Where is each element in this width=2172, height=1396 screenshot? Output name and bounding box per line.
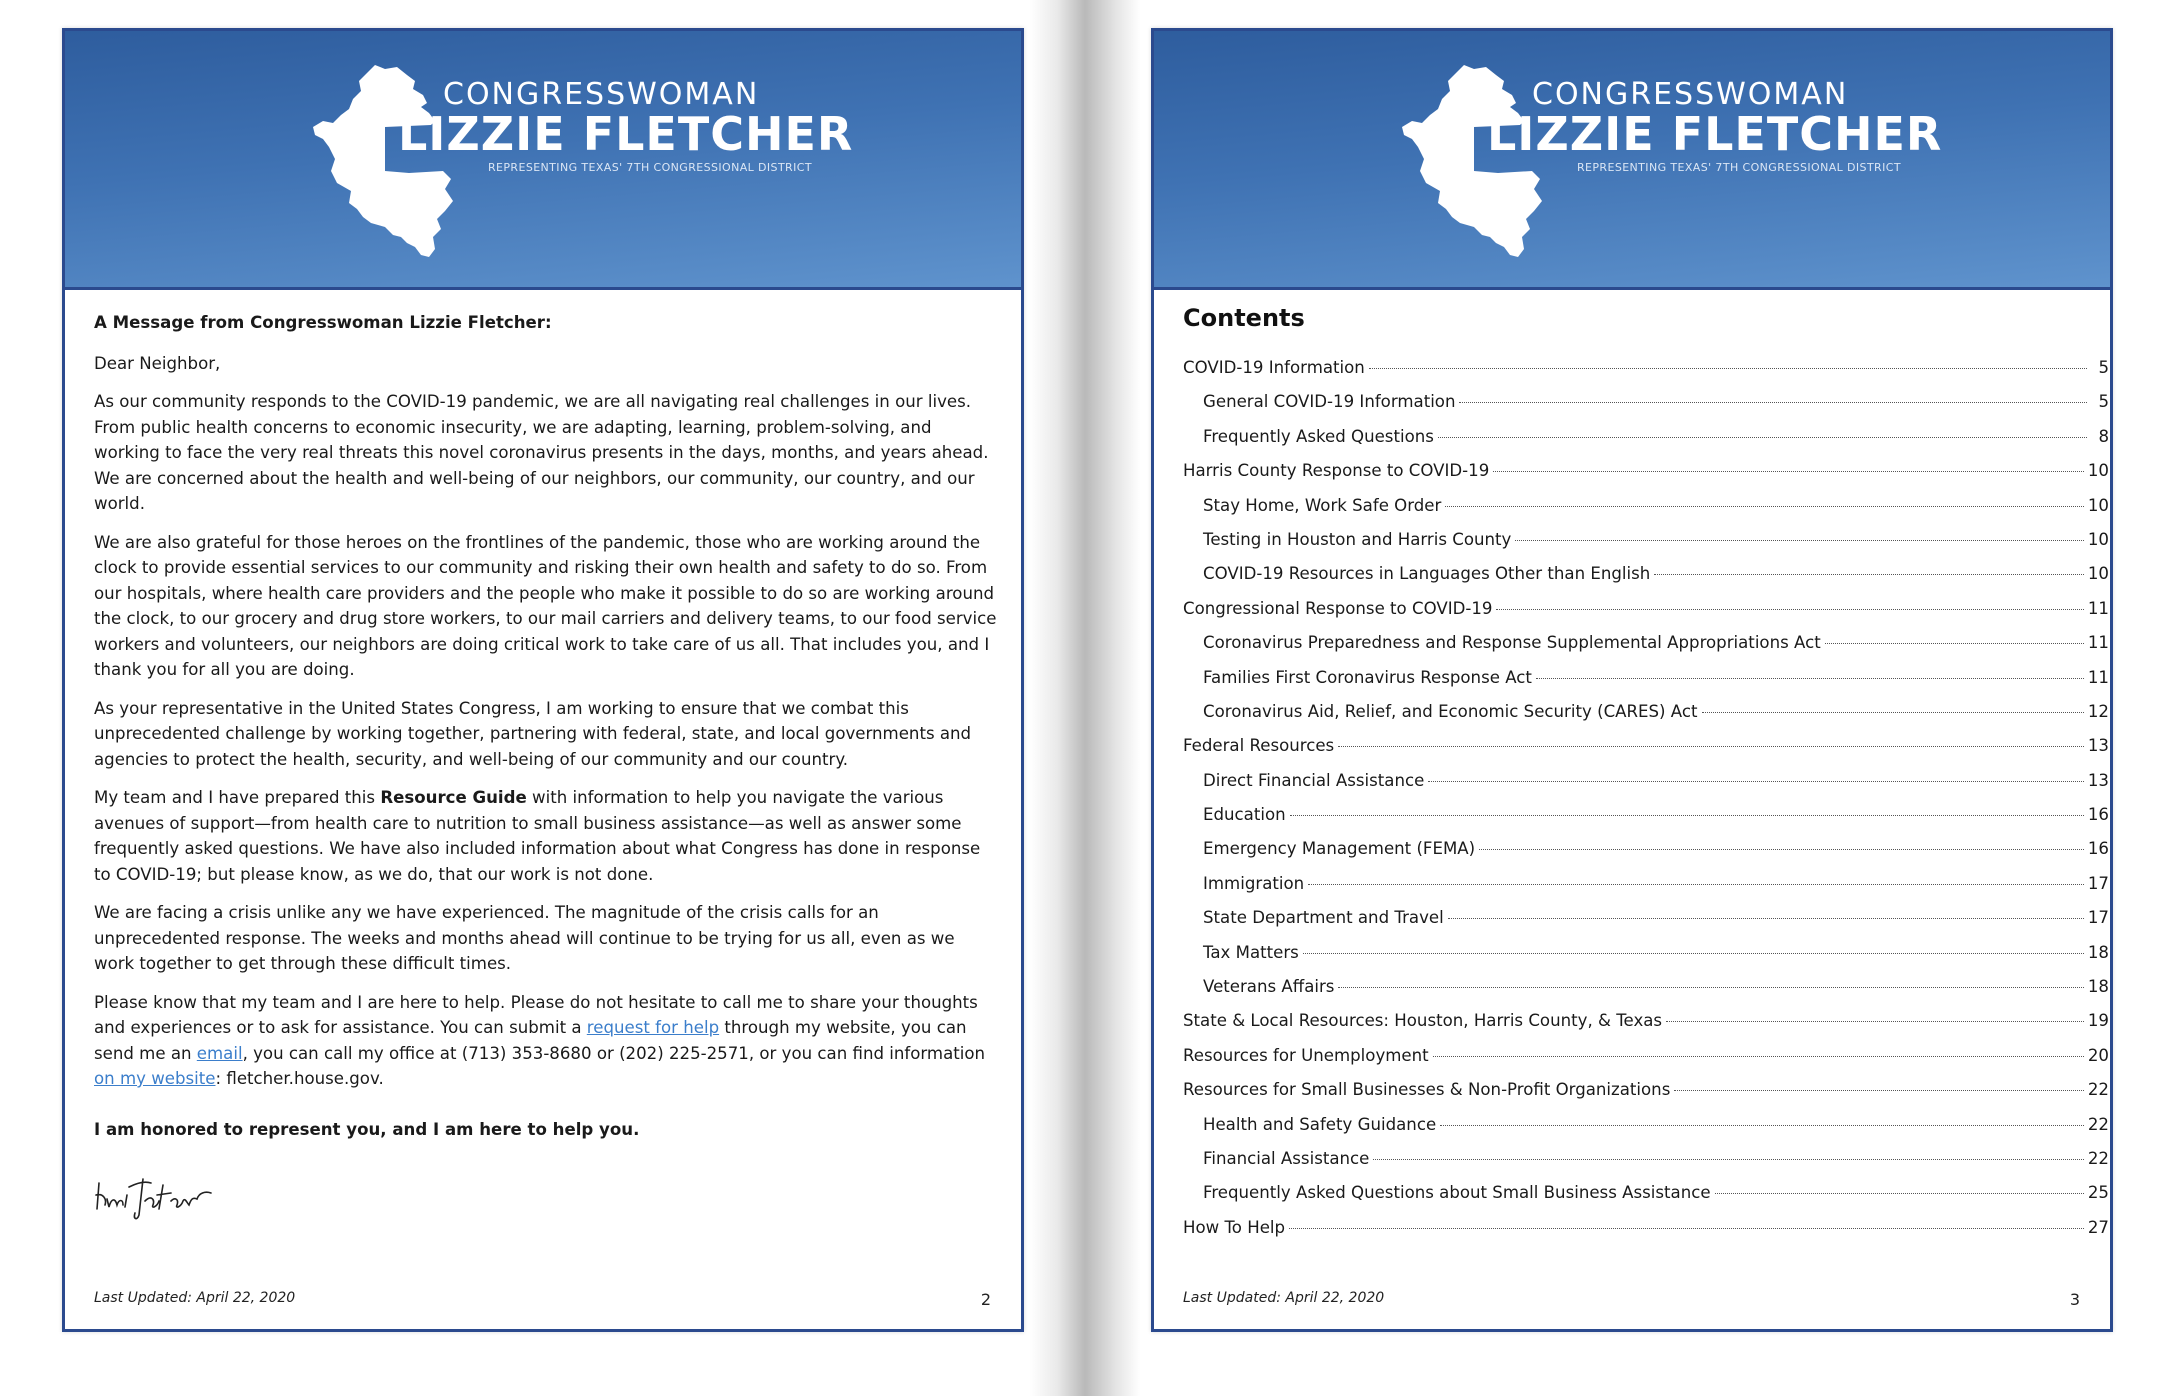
toc-leader-dots bbox=[1496, 609, 2083, 610]
toc-entry-page: 10 bbox=[2087, 529, 2109, 549]
logo-title: CONGRESSWOMAN bbox=[443, 77, 760, 112]
toc-leader-dots bbox=[1479, 849, 2084, 850]
toc-leader-dots bbox=[1448, 918, 2084, 919]
toc-entry-label: Health and Safety Guidance bbox=[1203, 1114, 1437, 1134]
toc-entry-page: 25 bbox=[2087, 1183, 2109, 1203]
toc-entry-label: Frequently Asked Questions about Small Business Assistance bbox=[1203, 1183, 1711, 1203]
toc-entry-page: 5 bbox=[2098, 358, 2109, 377]
toc-entry-page: 18 bbox=[2087, 942, 2109, 962]
toc-entry-label: Education bbox=[1203, 805, 1286, 825]
toc-entry-label: Immigration bbox=[1203, 873, 1305, 893]
toc-entry-page: 22 bbox=[2087, 1148, 2109, 1168]
toc-entry-page: 8 bbox=[2098, 426, 2109, 446]
page-contents bbox=[1151, 28, 2113, 1332]
toc-leader-dots bbox=[1438, 437, 2087, 438]
book-spine-shadow bbox=[1030, 0, 1140, 1396]
p6-text-c: , you can call my office at (713) 353-8680 or (202) 225-2571, or you can find information bbox=[242, 1043, 986, 1063]
toc-entry-page: 10 bbox=[2087, 495, 2109, 515]
toc-leader-dots bbox=[1674, 1090, 2084, 1091]
letter-paragraph-5: We are facing a crisis unlike any we have experienced. The magnitude of the crisis calls for an unprecedented response. The weeks and months ahead will continue to be trying for us all, even as we work together to get through these difficult times. bbox=[94, 903, 955, 973]
toc-entry-page: 10 bbox=[2087, 461, 2109, 481]
toc-entry-page: 22 bbox=[2087, 1114, 2109, 1134]
toc-entry-page: 11 bbox=[2087, 598, 2109, 618]
toc-leader-dots bbox=[1289, 1228, 2084, 1229]
logo-title: CONGRESSWOMAN bbox=[1532, 77, 1849, 112]
website-link[interactable]: on my website bbox=[94, 1069, 216, 1088]
toc-entry-page: 13 bbox=[2087, 736, 2109, 756]
toc-entry-page: 17 bbox=[2087, 873, 2109, 893]
toc-entry[interactable] bbox=[1183, 1046, 2109, 1080]
toc-entry-page: 20 bbox=[2087, 1045, 2109, 1065]
toc-entry[interactable] bbox=[1183, 908, 2109, 942]
toc-entry-label: Testing in Houston and Harris County bbox=[1203, 529, 1512, 549]
toc-entry-page: 5 bbox=[2098, 392, 2109, 412]
toc-entry-page: 18 bbox=[2087, 977, 2109, 997]
toc-entry[interactable] bbox=[1183, 599, 2109, 633]
toc-entry-label: Direct Financial Assistance bbox=[1203, 770, 1425, 790]
toc-entry[interactable] bbox=[1183, 1183, 2109, 1217]
toc-entry-label: Coronavirus Aid, Relief, and Economic Security (CARES) Act bbox=[1203, 701, 1698, 721]
toc-entry-page: 22 bbox=[2087, 1080, 2109, 1100]
toc-entry[interactable] bbox=[1183, 668, 2109, 702]
toc-leader-dots bbox=[1373, 1159, 2084, 1160]
toc-entry-label: Harris County Response to COVID-19 bbox=[1183, 461, 1490, 481]
toc-entry[interactable] bbox=[1183, 839, 2109, 873]
toc-entry-page: 13 bbox=[2087, 770, 2109, 790]
toc-entry[interactable] bbox=[1183, 633, 2109, 667]
toc-entry-label: Frequently Asked Questions bbox=[1203, 426, 1434, 446]
toc-entry[interactable] bbox=[1183, 1115, 2109, 1149]
contents-title: Contents bbox=[1183, 304, 1305, 332]
toc-entry-page: 16 bbox=[2087, 839, 2109, 859]
p4-text-a: My team and I have prepared this bbox=[94, 788, 381, 807]
footer-last-updated: Last Updated: April 22, 2020 bbox=[94, 1290, 296, 1306]
toc-entry-page: 11 bbox=[2087, 633, 2109, 653]
logo-subtitle: REPRESENTING TEXAS' 7TH CONGRESSIONAL DISTRICT bbox=[488, 161, 812, 174]
toc-entry-page: 16 bbox=[2087, 805, 2109, 825]
toc-entry-label: Congressional Response to COVID-19 bbox=[1183, 598, 1493, 618]
toc-entry-page: 10 bbox=[2087, 564, 2109, 584]
toc-leader-dots bbox=[1445, 506, 2084, 507]
request-for-help-link[interactable]: request for help bbox=[586, 1018, 720, 1037]
toc-leader-dots bbox=[1308, 884, 2084, 885]
toc-leader-dots bbox=[1459, 402, 2087, 403]
letter-paragraph-6 bbox=[94, 990, 999, 1092]
toc-entry-label: COVID-19 Resources in Languages Other than English bbox=[1203, 564, 1651, 584]
toc-entry-label: Financial Assistance bbox=[1203, 1148, 1370, 1168]
logo-name: LIZZIE FLETCHER bbox=[1487, 107, 1943, 161]
toc-leader-dots bbox=[1666, 1021, 2084, 1022]
logo-name: LIZZIE FLETCHER bbox=[398, 107, 854, 161]
toc-leader-dots bbox=[1440, 1125, 2084, 1126]
toc-entry[interactable] bbox=[1183, 1011, 2109, 1045]
toc-entry-page: 12 bbox=[2087, 701, 2109, 721]
p4-text-b: with information to help you navigate the various avenues of support—from health care to nutrition to small business assistance—as well as answer some frequently asked questions. We have also included information about what Congress has done in response to COVID-19; but please know, as we do, that our work is not done. bbox=[94, 788, 981, 884]
toc-leader-dots bbox=[1433, 1056, 2084, 1057]
toc-leader-dots bbox=[1825, 643, 2084, 644]
toc-entry[interactable] bbox=[1183, 874, 2109, 908]
toc-leader-dots bbox=[1536, 678, 2084, 679]
toc-entry[interactable] bbox=[1183, 392, 2109, 426]
toc-entry[interactable] bbox=[1183, 736, 2109, 770]
toc-entry-label: Veterans Affairs bbox=[1203, 977, 1335, 997]
toc-entry[interactable] bbox=[1183, 1218, 2109, 1252]
toc-entry-label: Federal Resources bbox=[1183, 736, 1335, 756]
p6-text-b: through my website, you can send me an bbox=[94, 1018, 967, 1063]
toc-entry-label: How To Help bbox=[1183, 1217, 1286, 1237]
toc-leader-dots bbox=[1654, 574, 2084, 575]
letter-salutation: Dear Neighbor, bbox=[94, 353, 221, 373]
toc-entry-label: Emergency Management (FEMA) bbox=[1203, 839, 1476, 859]
page-letter bbox=[62, 28, 1024, 1332]
p6-text-a: Please know that my team and I are here to help. Please do not hesitate to call me to share your thoughts and experiences or to ask for assistance. You can submit a bbox=[94, 992, 978, 1037]
toc-entry[interactable] bbox=[1183, 771, 2109, 805]
resource-guide-bold: Resource Guide bbox=[380, 788, 527, 807]
toc-entry[interactable] bbox=[1183, 461, 2109, 495]
toc-leader-dots bbox=[1338, 987, 2083, 988]
toc-entry-label: Resources for Small Businesses & Non-Profit Organizations bbox=[1183, 1080, 1671, 1100]
toc-leader-dots bbox=[1515, 540, 2083, 541]
toc-leader-dots bbox=[1715, 1193, 2084, 1194]
toc-entry[interactable] bbox=[1183, 943, 2109, 977]
toc-entry-page: 17 bbox=[2087, 908, 2109, 928]
toc-entry-label: Resources for Unemployment bbox=[1183, 1045, 1429, 1065]
p6-text-d: : fletcher.house.gov. bbox=[215, 1069, 384, 1088]
toc-leader-dots bbox=[1338, 746, 2084, 747]
toc-entry-label: State Department and Travel bbox=[1203, 908, 1444, 928]
signature-icon bbox=[93, 1165, 243, 1225]
logo-subtitle: REPRESENTING TEXAS' 7TH CONGRESSIONAL DISTRICT bbox=[1577, 161, 1901, 174]
toc-entry[interactable] bbox=[1183, 564, 2109, 598]
toc-entry-page: 11 bbox=[2087, 667, 2109, 687]
letter-closing: I am honored to represent you, and I am here to help you. bbox=[94, 1119, 640, 1139]
toc-entry[interactable] bbox=[1183, 805, 2109, 839]
toc-entry[interactable] bbox=[1183, 496, 2109, 530]
toc-entry[interactable] bbox=[1183, 1080, 2109, 1114]
toc-entry-label: State & Local Resources: Houston, Harris County, & Texas bbox=[1183, 1011, 1663, 1031]
letter-heading: A Message from Congresswoman Lizzie Fletcher: bbox=[94, 313, 552, 332]
page-number: 3 bbox=[2069, 1290, 2080, 1309]
toc-entry-label: Tax Matters bbox=[1203, 942, 1299, 962]
letter-paragraph-4 bbox=[94, 785, 999, 887]
header-banner bbox=[1154, 31, 2110, 290]
toc-leader-dots bbox=[1493, 471, 2084, 472]
toc-entry[interactable] bbox=[1183, 530, 2109, 564]
letter-paragraph-1: As our community responds to the COVID-19 pandemic, we are all navigating real challenges in our lives. From public health concerns to economic insecurity, we are adapting, learning, problem-solving, and working to face the very real threats this novel coronavirus presents in the days, months, and years ahead. We are concerned about the health and well-being of our neighbors, our community, our country, and our world. bbox=[94, 392, 989, 513]
table-of-contents bbox=[1183, 358, 2109, 1252]
toc-entry-label: General COVID-19 Information bbox=[1203, 392, 1456, 412]
toc-entry-page: 27 bbox=[2087, 1217, 2109, 1237]
toc-leader-dots bbox=[1290, 815, 2084, 816]
toc-entry[interactable] bbox=[1183, 1149, 2109, 1183]
toc-entry-label: Families First Coronavirus Response Act bbox=[1203, 667, 1532, 687]
toc-leader-dots bbox=[1303, 953, 2084, 954]
page-number: 2 bbox=[980, 1290, 991, 1309]
email-link[interactable]: email bbox=[196, 1043, 243, 1063]
toc-entry[interactable] bbox=[1183, 702, 2109, 736]
toc-leader-dots bbox=[1702, 712, 2084, 713]
toc-leader-dots bbox=[1428, 781, 2084, 782]
toc-entry[interactable] bbox=[1183, 977, 2109, 1011]
letter-body bbox=[94, 310, 999, 1155]
header-banner bbox=[65, 31, 1021, 290]
toc-entry[interactable] bbox=[1183, 427, 2109, 461]
toc-entry-label: COVID-19 Information bbox=[1183, 358, 1365, 377]
letter-paragraph-2: We are also grateful for those heroes on the frontlines of the pandemic, those who are working around the clock to provide essential services to our community and risking their own health and safety to do so. From our hospitals, where health care providers and the people who make it possible to do so are working around the clock, to our grocery and drug store workers, to our mail carriers and delivery teams, to our food service workers and volunteers, our neighbors are doing critical work to take care of us all. That includes you, and I thank you for all you are doing. bbox=[94, 532, 997, 679]
toc-entry-label: Coronavirus Preparedness and Response Supplemental Appropriations Act bbox=[1203, 633, 1821, 653]
toc-entry[interactable] bbox=[1183, 358, 2109, 392]
letter-paragraph-3: As your representative in the United States Congress, I am working to ensure that we combat this unprecedented challenge by working together, partnering with federal, state, and local governments and agencies to protect the health, security, and well-being of our community and our country. bbox=[94, 698, 972, 769]
footer-last-updated: Last Updated: April 22, 2020 bbox=[1183, 1290, 1385, 1306]
toc-entry-page: 19 bbox=[2087, 1011, 2109, 1031]
toc-entry-label: Stay Home, Work Safe Order bbox=[1203, 495, 1442, 515]
toc-leader-dots bbox=[1369, 368, 2087, 369]
